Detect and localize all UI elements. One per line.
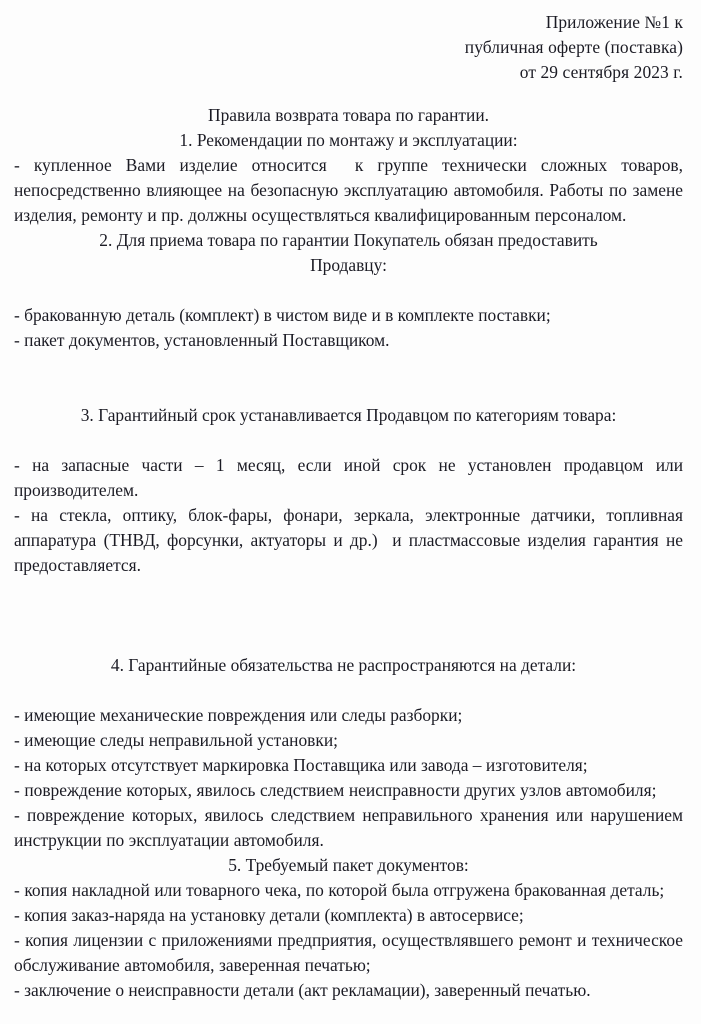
section-4-heading: 4. Гарантийные обязательства не распространяются на детали: [110, 655, 577, 675]
section-1-body: - купленное Вами изделие относится к группе технически сложных товаров, непосредственно влияющее на безопасную эксплуатацию автомобиля. Работы по замене изделия, ремонту и пр. должны осуществляться квалифицированным персоналом. [14, 155, 688, 225]
spacer [14, 628, 683, 653]
section-5-item: - копия заказ-наряда на установку детали (комплекта) в автосервисе; [14, 905, 524, 925]
page-title: Правила возврата товара по гарантии. [208, 105, 489, 125]
section-5-heading: 5. Требуемый пакет документов: [228, 855, 469, 875]
header-line-offer: публичная оферте (поставка) [464, 37, 683, 57]
section-4-item: - имеющие следы неправильной установки; [14, 730, 338, 750]
spacer [14, 428, 683, 453]
document-header [14, 10, 683, 85]
section-2-item: - пакет документов, установленный Поставщиком. [14, 330, 390, 350]
section-5-item: - заключение о неисправности детали (акт рекламации), заверенный печатью. [14, 980, 591, 1000]
section-2-item: - бракованную деталь (комплект) в чистом виде и в комплекте поставки; [14, 305, 551, 325]
section-2-heading-line-1: 2. Для приема товара по гарантии Покупатель обязан предоставить [99, 230, 598, 250]
spacer [14, 678, 683, 703]
section-5-item: - копия накладной или товарного чека, по которой была отгружена бракованная деталь; [14, 880, 665, 900]
spacer [14, 578, 683, 628]
section-4-item: - повреждение которых, явилось следствием неправильного хранения или нарушением инструкции по эксплуатации автомобиля. [14, 805, 688, 850]
section-3-item: - на запасные части – 1 месяц, если иной срок не установлен продавцом или производителем. [14, 455, 688, 500]
section-5-item: - копия лицензии с приложениями предприятия, осуществлявшего ремонт и техническое обслуживание автомобиля, заверенная печатью; [14, 930, 688, 975]
header-line-appendix: Приложение №1 к [545, 12, 683, 32]
spacer [14, 353, 683, 403]
section-3-heading: 3. Гарантийный срок устанавливается Продавцом по категориям товара: [80, 405, 617, 425]
section-4-item: - имеющие механические повреждения или следы разборки; [14, 705, 463, 725]
section-4-item: - на которых отсутствует маркировка Поставщика или завода – изготовителя; [14, 755, 588, 775]
spacer [14, 278, 683, 303]
spacer [14, 85, 683, 103]
section-2-heading-line-2: Продавцу: [310, 255, 387, 275]
header-line-date: от 29 сентября 2023 г. [519, 62, 683, 82]
section-4-item: - повреждение которых, явилось следствием неисправности других узлов автомобиля; [14, 780, 657, 800]
section-1-heading: 1. Рекомендации по монтажу и эксплуатации: [179, 130, 518, 150]
section-3-item: - на стекла, оптику, блок-фары, фонари, зеркала, электронные датчики, топливная аппаратура (ТНВД, форсунки, актуаторы и др.) и пластмассовые изделия гарантия не предоставляется. [14, 505, 688, 575]
